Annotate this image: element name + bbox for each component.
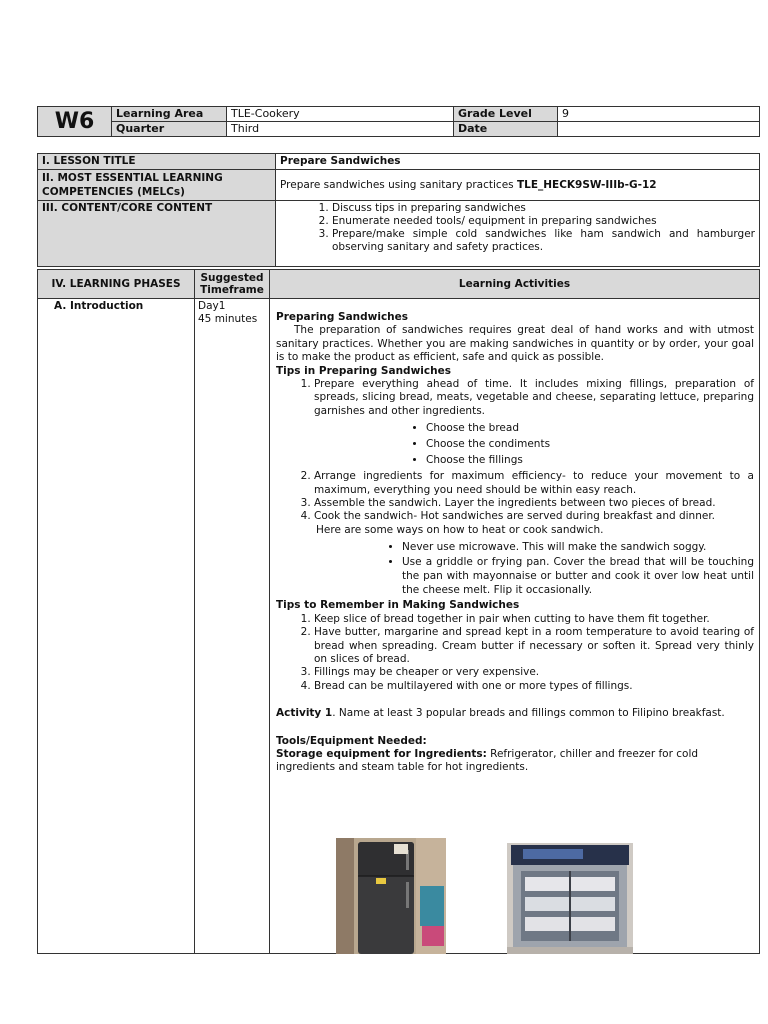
content-list (280, 202, 755, 254)
intro-paragraph: The preparation of sandwiches requires great deal of hand works and with utmost sanitary practices. Whether you are making sandwiches in quantity or by order, your goal is to make the product as efficient, safe and quick as possible. (276, 324, 754, 364)
melc-label: II. MOST ESSENTIAL LEARNING COMPETENCIES (MELCs) (38, 170, 276, 201)
remember-item: 1. Keep slice of bread together in pair when cutting to have them fit together. (314, 613, 754, 626)
activity-paragraph: Activity 1. Name at least 3 popular breads and fillings common to Filipino breakfast. (276, 707, 725, 720)
content-item: 3. Prepare/make simple cold sandwiches like ham sandwich and hamburger observing sanitary and safety practices. (332, 228, 755, 254)
lesson-table (37, 153, 760, 267)
duration-label: 45 minutes (198, 313, 258, 325)
bullet-item: • Never use microwave. This will make the sandwich soggy. (402, 539, 754, 555)
remember-list (276, 613, 754, 693)
phases-header: IV. LEARNING PHASES (38, 270, 195, 299)
header-table (37, 106, 760, 137)
tip4-bullets (314, 539, 754, 597)
bullet-item: • Choose the condiments (426, 436, 754, 452)
melc-code: TLE_HECK9SW-IIIb-G-12 (516, 179, 657, 191)
storage-paragraph: Storage equipment for Ingredients: Refrigerator, chiller and freezer for cold ingredients and steam table for hot ingredients. (276, 747, 699, 774)
day-label: Day1 (198, 300, 226, 312)
content-item: 2. Enumerate needed tools/ equipment in preparing sandwiches (332, 215, 755, 228)
tips-list (276, 378, 754, 597)
tip-item: 4. Cook the sandwich- Hot sandwiches are served during breakfast and dinner. Here are some ways on how to heat or cook sandwich. • Never use microwave. This will make the sandwich soggy. • Use a griddle or frying pan. Cover the bread that will be touching the pan with mayonnaise or butter and cook it over low heat until the cheese melt. Flip it occasionally. (314, 510, 754, 597)
bullet-item: • Use a griddle or frying pan. Cover the bread that will be touching the pan with mayonnaise or butter and cook it over low heat until the cheese melt. Flip it occasionally. (402, 555, 754, 597)
tip-item: 1. Prepare everything ahead of time. It includes mixing fillings, preparation of spreads, slicing bread, meats, vegetable and cheese, separating lettuce, preparing garnishes and other ingredients. • Choose the bread • Choose the condiments • Choose the fillings (314, 378, 754, 468)
phase-cell: A. Introduction (38, 299, 195, 954)
tip1-bullets (314, 420, 754, 468)
storage-label: Storage equipment for Ingredients: (276, 747, 487, 760)
tip-item: 2. Arrange ingredients for maximum efficiency- to reduce your movement to a maximum, everything you need should be within easy reach. (314, 470, 754, 497)
chiller-illustration (507, 843, 633, 954)
quarter-label: Quarter (112, 122, 227, 137)
tools-heading: Tools/Equipment Needed: (276, 734, 427, 747)
content-item: 1. Discuss tips in preparing sandwiches (332, 202, 755, 215)
learning-area-value: TLE-Cookery (227, 107, 454, 122)
grade-level-value: 9 (558, 107, 760, 122)
learning-area-label: Learning Area (112, 107, 227, 122)
tip-item: 3. Assemble the sandwich. Layer the ingredients between two pieces of bread. (314, 497, 754, 510)
activities-header: Learning Activities (270, 270, 760, 299)
bullet-item: • Choose the bread (426, 420, 754, 436)
date-label: Date (454, 122, 558, 137)
timeframe-header: Suggested Timeframe (195, 270, 270, 299)
heading-tips: Tips in Preparing Sandwiches (276, 364, 451, 377)
remember-item: 4. Bread can be multilayered with one or more types of fillings. (314, 680, 754, 693)
week-label: W6 (38, 107, 112, 137)
chiller-image (507, 843, 633, 954)
refrigerator-illustration (336, 838, 446, 954)
lesson-title-label: I. LESSON TITLE (38, 154, 276, 170)
content-label: III. CONTENT/CORE CONTENT (38, 201, 276, 267)
bullet-item: • Choose the fillings (426, 452, 754, 468)
grade-level-label: Grade Level (454, 107, 558, 122)
refrigerator-image (336, 838, 446, 954)
activity-label: Activity 1 (276, 707, 333, 720)
tip4-note: Here are some ways on how to heat or cook sandwich. (316, 523, 604, 536)
remember-item: 3. Fillings may be cheaper or very expensive. (314, 666, 754, 679)
quarter-value: Third (227, 122, 454, 137)
lesson-title-value: Prepare Sandwiches (276, 154, 760, 170)
date-value (558, 122, 760, 137)
content-list-cell (276, 201, 760, 267)
melc-value: Prepare sandwiches using sanitary practices TLE_HECK9SW-IIIb-G-12 (276, 170, 760, 201)
heading-remember: Tips to Remember in Making Sandwiches (276, 599, 520, 612)
heading-preparing: Preparing Sandwiches (276, 311, 409, 323)
remember-item: 2. Have butter, margarine and spread kept in a room temperature to avoid tearing of bread when spreading. Cream butter if necessary or soften it. Spread very thinly on slices of bread. (314, 626, 754, 666)
timeframe-cell (195, 299, 270, 954)
